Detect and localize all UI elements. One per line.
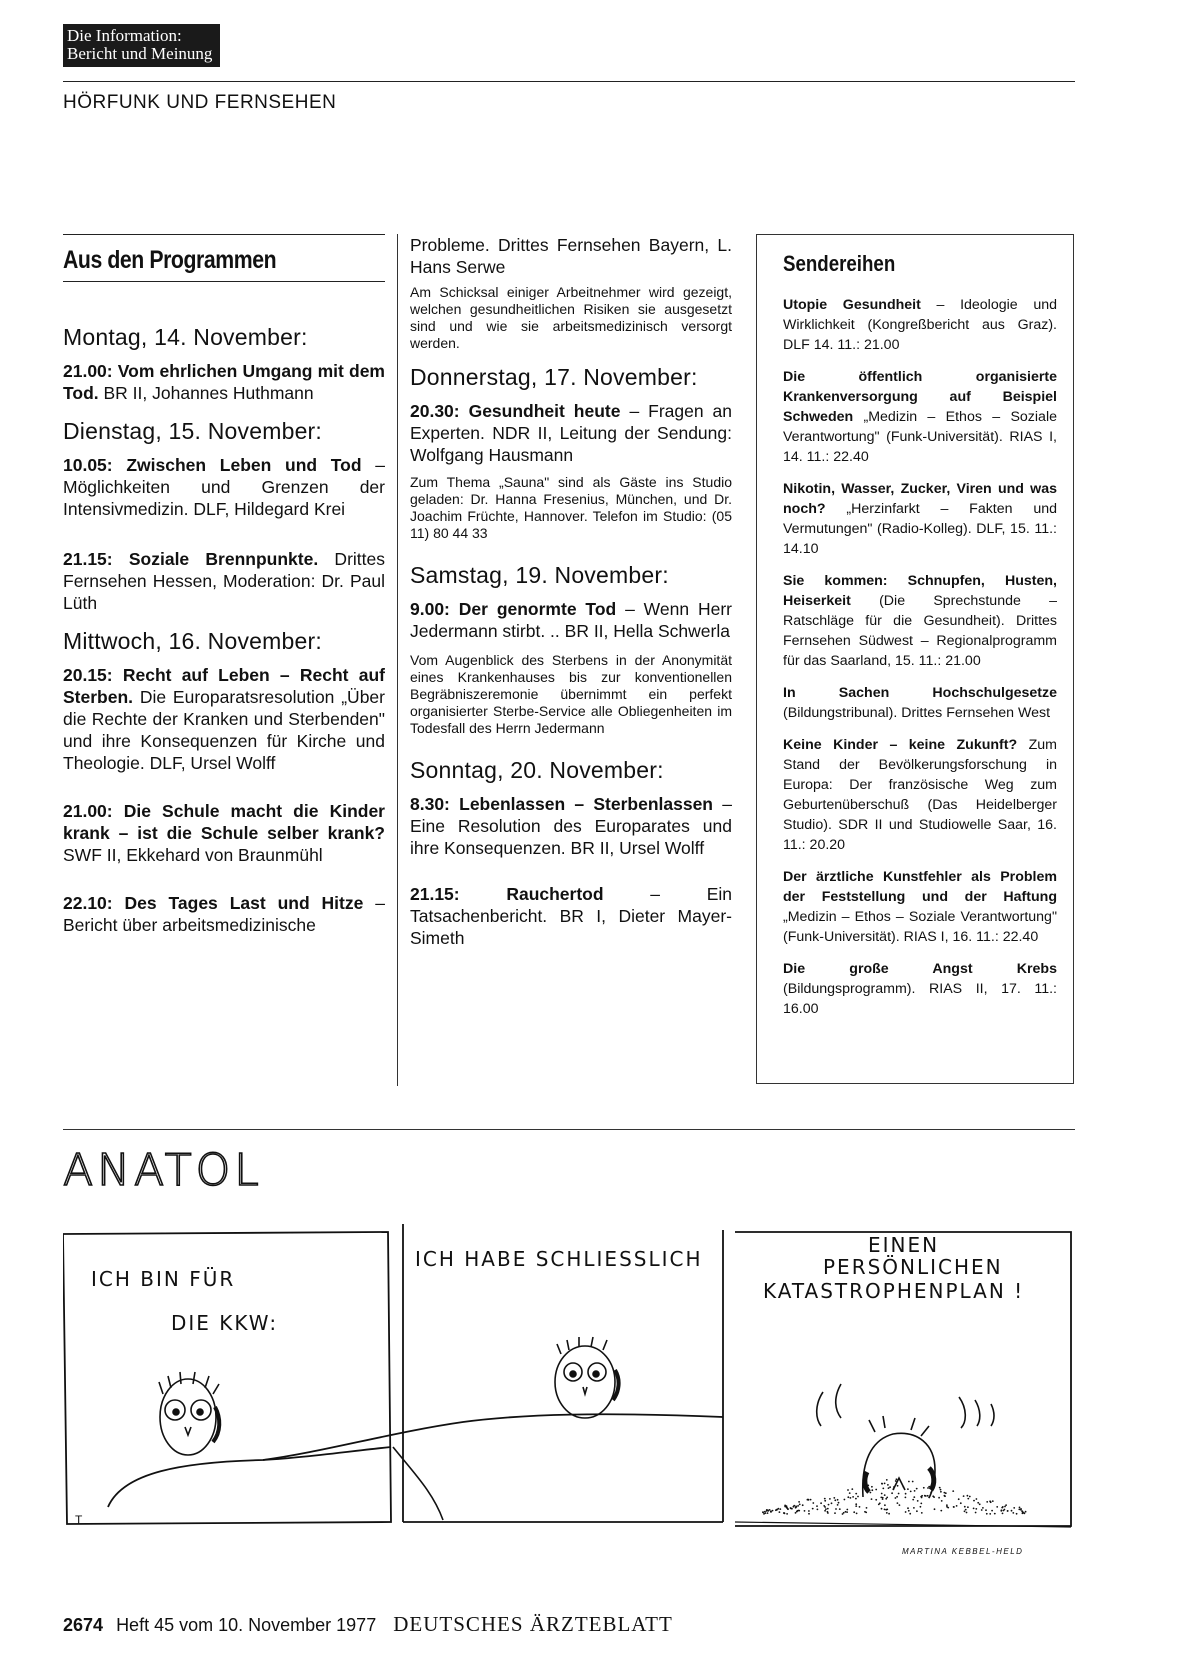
panel-3-text-1: EINEN: [868, 1233, 940, 1257]
programme-entry: 9.00: Der genormte Tod – Wenn Herr Jedermann stirbt. .. BR II, Hella Schwerla: [410, 599, 732, 641]
programme-entry: 10.05: Zwischen Leben und Tod – Möglichkeiten und Grenzen der Intensivmedizin. DLF, Hildegard Krei: [63, 455, 385, 519]
programme-entry: 21.15: Soziale Brennpunkte. Drittes Fernsehen Hessen, Moderation: Dr. Paul Lüth: [63, 549, 385, 613]
sendereihen-title: Sendereihen: [783, 251, 896, 276]
panel-2-text: ICH HABE SCHLIESSLICH: [415, 1247, 703, 1271]
programmes-title: Aus den Programmen: [63, 246, 277, 274]
programme-entry: Probleme. Drittes Fernsehen Bayern, L. Hans Serwe: [410, 235, 732, 277]
page-footer: [63, 1612, 673, 1637]
programme-entry: 20.30: Gesundheit heute – Fragen an Experten. NDR II, Leitung der Sendung: Wolfgang Hausmann: [410, 401, 733, 465]
programme-note: Am Schicksal einiger Arbeitnehmer wird gezeigt, welchen gesundheitlichen Risiken sie ausgesetzt sind und wie sie arbeitsmedizinisch versorgt werden.: [410, 284, 732, 351]
page-number: 2674: [63, 1615, 104, 1635]
badge-line-1: Die Information:: [67, 26, 182, 45]
series-item: Keine Kinder – keine Zukunft? Zum Stand der Bevölkerungsforschung in Europa: Der französische Weg zum Geburtenüberschuß (Das Heidelberger Studio). SDR II und Studiowelle Saar, 16. 11.: 20.20: [783, 737, 1057, 853]
day-heading: Montag, 14. November:: [63, 324, 308, 350]
day-heading: Samstag, 19. November:: [410, 562, 669, 588]
day-heading: Sonntag, 20. November:: [410, 757, 664, 783]
programme-entry: 8.30: Lebenlassen – Sterbenlassen – Eine Resolution des Europarates und ihre Konsequenzen. BR II, Ursel Wolff: [410, 794, 732, 858]
hill-line: [393, 1447, 443, 1520]
section-badge: [63, 24, 220, 67]
top-rule: [63, 81, 1075, 82]
rule: [63, 281, 385, 282]
programme-entry: 21.00: Vom ehrlichen Umgang mit dem Tod. BR II, Johannes Huthmann: [63, 361, 385, 403]
programme-note: Vom Augenblick des Sterbens in der Anonymität eines Krankenhauses bis zur konventionellen Begräbniszeremonie übernimmt ein perfekt organisierter Sterbe-Service alle Obliegenheiten im Todesfall des Herrn Jedermann: [410, 652, 732, 736]
programme-entry: 22.10: Des Tages Last und Hitze – Bericht über arbeitsmedizinische: [63, 893, 385, 935]
programme-entry: 21.15: Rauchertod – Ein Tatsachenbericht. BR I, Dieter Mayer-Simeth: [410, 884, 732, 948]
panel-1-text-1: ICH BIN FÜR: [91, 1267, 236, 1291]
cartoon-signature-right: MARTINA KEBBEL-HELD: [902, 1547, 1024, 1556]
panel-3-text-3: KATASTROPHENPLAN !: [763, 1279, 1025, 1303]
series-item: Nikotin, Wasser, Zucker, Viren und was noch? „Herzinfarkt – Fakten und Vermutungen" (Radio-Kolleg). DLF, 15. 11.: 14.10: [783, 481, 1057, 557]
series-item: Sie kommen: Schnupfen, Husten, Heiserkeit (Die Sprechstunde – Ratschläge für die Gesundheit). Drittes Fernsehen Südwest – Regionalprogramm für das Saarland, 15. 11.: 21.00: [783, 573, 1057, 669]
owl-figure: [159, 1372, 219, 1455]
section-title: HÖRFUNK UND FERNSEHEN: [63, 92, 337, 113]
programme-entry: 20.15: Recht auf Leben – Recht auf Sterben. Die Europaratsresolution „Über die Rechte der Kranken und Sterbenden" und ihre Konsequenzen für Kirche und Theologie. DLF, Ursel Wolff: [63, 665, 385, 773]
cartoon-title-text: ANATOL: [63, 1145, 263, 1193]
buried-owl: [817, 1384, 994, 1498]
hill-line: [108, 1447, 391, 1507]
issue-info: Heft 45 vom 10. November 1977: [116, 1615, 377, 1635]
series-item: In Sachen Hochschulgesetze (Bildungstribunal). Drittes Fernsehen West: [783, 685, 1057, 721]
series-item: Die große Angst Krebs (Bildungsprogramm). RIAS II, 17. 11.: 16.00: [783, 961, 1057, 1017]
dotted-mound: [762, 1478, 1026, 1515]
panel-1-text-2: DIE KKW:: [171, 1311, 279, 1335]
journal-name: DEUTSCHES ÄRZTEBLATT: [393, 1612, 673, 1636]
day-heading: Donnerstag, 17. November:: [410, 364, 698, 390]
column-divider: [397, 234, 398, 1086]
panel-3-text-2: PERSÖNLICHEN: [823, 1255, 1003, 1279]
cartoon-signature-left: T: [75, 1513, 83, 1527]
badge-line-2: Bericht und Meinung: [67, 44, 213, 63]
series-item: Die öffentlich organisierte Krankenversorgung auf Beispiel Schweden „Medizin – Ethos – Soziale Verantwortung" (Funk-Universität). RIAS I, 14. 11.: 22.40: [783, 369, 1057, 465]
programme-entry: 21.00: Die Schule macht die Kinder krank – ist die Schule selber krank? SWF II, Ekkehard von Braunmühl: [63, 801, 385, 865]
owl-figure: [555, 1337, 619, 1418]
cartoon-title: [63, 1145, 293, 1193]
programmes-column-2: [410, 234, 732, 965]
programmes-column-1: [63, 234, 385, 952]
programme-note: Zum Thema „Sauna" sind als Gäste ins Studio geladen: Dr. Hanna Fresenius, München, und Dr. Joachim Früchte, Hannover. Telefon im Studio: (05 11) 80 44 33: [410, 474, 732, 541]
series-item: Utopie Gesundheit – Ideologie und Wirklichkeit (Kongreßbericht aus Graz). DLF 14. 11.: 21.00: [783, 297, 1057, 353]
day-heading: Mittwoch, 16. November:: [63, 628, 322, 654]
series-item: Der ärztliche Kunstfehler als Problem der Feststellung und der Haftung „Medizin – Ethos – Soziale Verantwortung" (Funk-Universität). RIAS I, 16. 11.: 22.40: [783, 869, 1057, 945]
cartoon-rule: [63, 1129, 1075, 1130]
day-heading: Dienstag, 15. November:: [63, 418, 323, 444]
sendereihen-box: [756, 234, 1074, 1084]
cartoon-strip: [63, 1222, 1075, 1532]
